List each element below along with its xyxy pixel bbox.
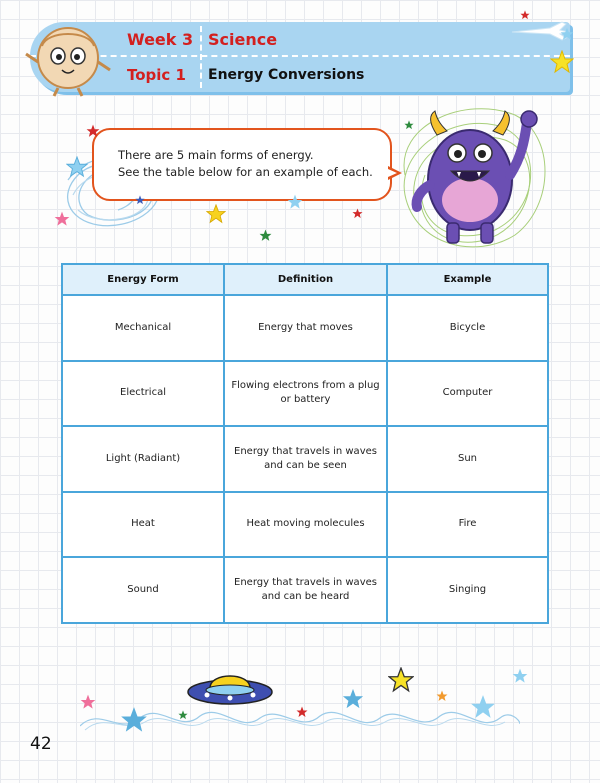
cell-energy-form: Electrical bbox=[62, 361, 224, 427]
cell-example: Computer bbox=[387, 361, 548, 427]
cell-definition bbox=[224, 557, 387, 623]
star-icon bbox=[120, 706, 148, 734]
column-header-energy-form: Energy Form bbox=[62, 264, 224, 295]
table-row bbox=[62, 426, 548, 492]
bubble-line-1: There are 5 main forms of energy. bbox=[118, 148, 314, 162]
star-icon bbox=[352, 208, 363, 219]
star-icon bbox=[520, 10, 530, 20]
star-icon bbox=[296, 706, 308, 718]
definition-line: Flowing electrons from a plug bbox=[231, 380, 380, 392]
star-icon bbox=[560, 27, 574, 41]
page-number: 42 bbox=[30, 734, 52, 754]
monster-icon bbox=[385, 95, 560, 255]
star-icon bbox=[470, 694, 496, 720]
table-header-row bbox=[62, 264, 548, 295]
star-icon bbox=[342, 688, 364, 710]
star-icon bbox=[54, 211, 70, 227]
subject-label: Science bbox=[208, 30, 278, 49]
table-row bbox=[62, 492, 548, 558]
star-icon bbox=[206, 204, 226, 224]
star-icon bbox=[287, 194, 303, 210]
topic-label: Topic 1 bbox=[127, 66, 186, 84]
week-label: Week 3 bbox=[127, 30, 194, 49]
star-icon bbox=[259, 229, 272, 242]
ufo-icon bbox=[185, 664, 275, 710]
star-icon bbox=[80, 694, 96, 710]
definition-line: Energy that travels in waves bbox=[234, 576, 377, 588]
header-separator bbox=[200, 26, 202, 88]
cartoon-mascot-icon bbox=[22, 18, 114, 98]
star-icon bbox=[404, 120, 414, 130]
star-icon bbox=[550, 50, 574, 74]
cell-definition bbox=[224, 361, 387, 427]
energy-forms-table bbox=[61, 263, 549, 624]
cell-example: Bicycle bbox=[387, 295, 548, 361]
definition-line: Energy that travels in waves bbox=[234, 445, 377, 457]
star-icon bbox=[86, 124, 100, 138]
star-icon bbox=[135, 195, 145, 205]
column-header-example: Example bbox=[387, 264, 548, 295]
cell-example: Sun bbox=[387, 426, 548, 492]
table-row bbox=[62, 295, 548, 361]
table-row bbox=[62, 361, 548, 427]
cell-definition bbox=[224, 426, 387, 492]
column-header-definition: Definition bbox=[224, 264, 387, 295]
cell-energy-form: Mechanical bbox=[62, 295, 224, 361]
cell-energy-form: Light (Radiant) bbox=[62, 426, 224, 492]
star-icon bbox=[66, 156, 88, 178]
table-row bbox=[62, 557, 548, 623]
bubble-line-2: See the table below for an example of each. bbox=[118, 165, 373, 179]
star-icon bbox=[436, 690, 448, 702]
star-icon bbox=[512, 668, 528, 684]
definition-line: and can be heard bbox=[261, 590, 350, 602]
cell-definition: Energy that moves bbox=[224, 295, 387, 361]
cell-energy-form: Heat bbox=[62, 492, 224, 558]
definition-line: or battery bbox=[280, 394, 331, 406]
cell-energy-form: Sound bbox=[62, 557, 224, 623]
cell-definition: Heat moving molecules bbox=[224, 492, 387, 558]
cell-example: Singing bbox=[387, 557, 548, 623]
definition-line: and can be seen bbox=[264, 459, 347, 471]
cell-example: Fire bbox=[387, 492, 548, 558]
topic-title: Energy Conversions bbox=[208, 67, 365, 83]
star-icon bbox=[388, 667, 414, 693]
speech-bubble bbox=[92, 128, 392, 201]
star-icon bbox=[178, 710, 188, 720]
